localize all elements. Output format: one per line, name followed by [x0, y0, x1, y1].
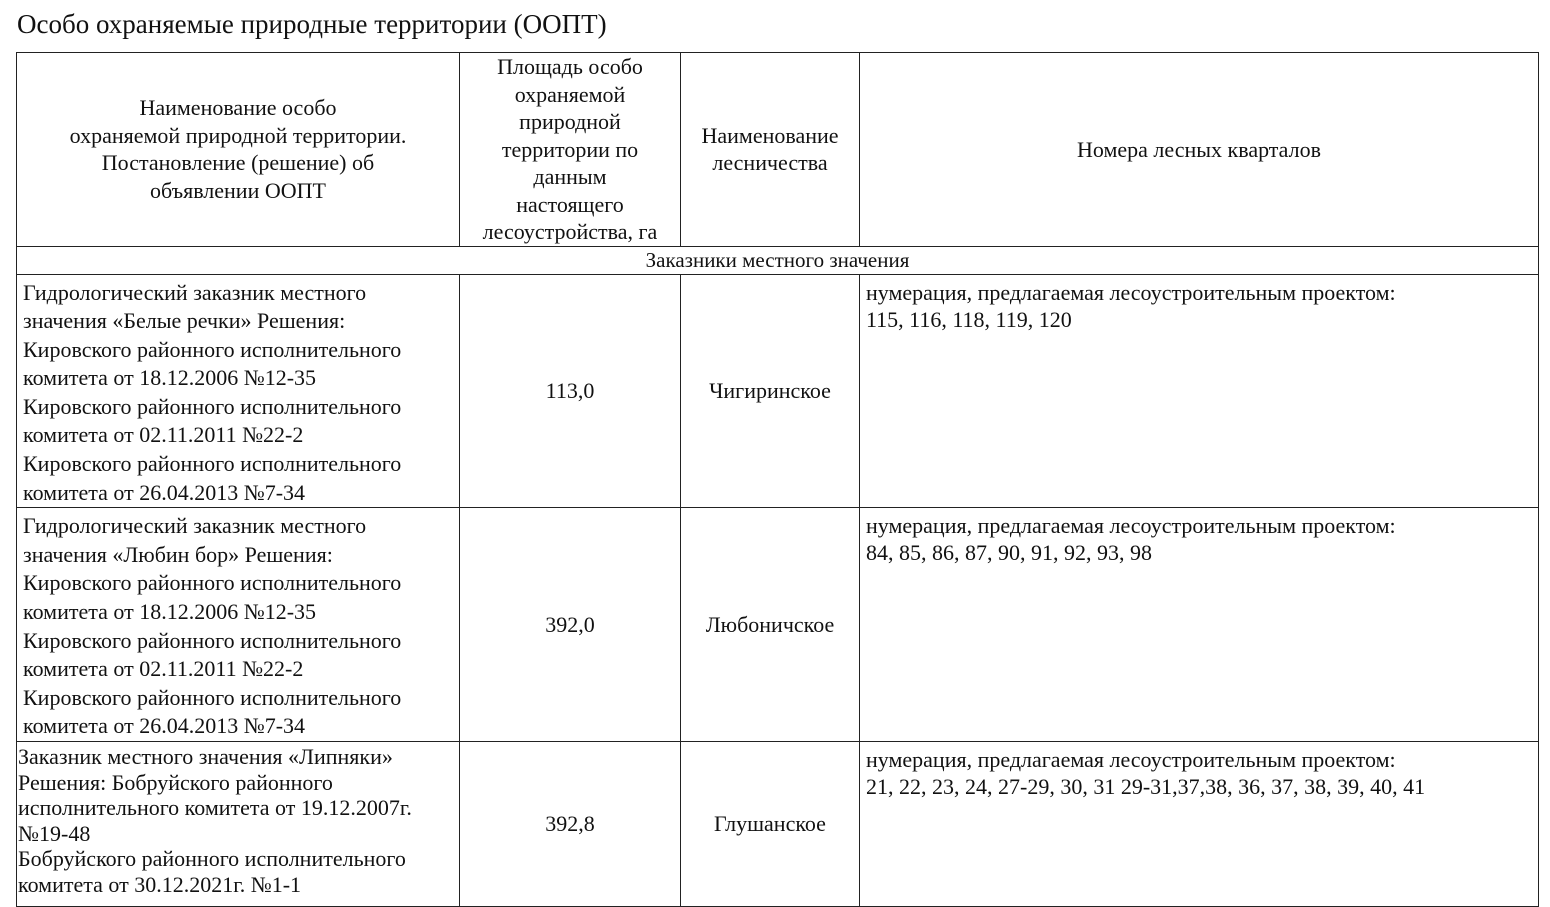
- document-title: Особо охраняемые природные территории (ООПТ): [17, 9, 607, 39]
- section-row: [17, 246, 1539, 274]
- row-name: Заказник местного значения «Липняки» Решения: Бобруйского районного исполнительного комитета от 19.12.2007г. №19-48 Бобруйского районного исполнительного комитета от 30.12.2021г. №1-1: [17, 742, 460, 907]
- table-row: [17, 274, 1539, 508]
- row-area: 392,8: [460, 742, 681, 907]
- section-title: Заказники местного значения: [17, 246, 1539, 274]
- row-blocks: нумерация, предлагаемая лесоустроительным проектом: 84, 85, 86, 87, 90, 91, 92, 93, 98: [860, 508, 1539, 742]
- row-blocks: нумерация, предлагаемая лесоустроительным проектом: 115, 116, 118, 119, 120: [860, 274, 1539, 508]
- header-area: Площадь особо охраняемой природной территории по данным настоящего лесоустройства, га: [460, 53, 681, 247]
- row-forestry: Глушанское: [681, 742, 860, 907]
- table-row: [17, 508, 1539, 742]
- row-blocks: нумерация, предлагаемая лесоустроительным проектом: 21, 22, 23, 24, 27-29, 30, 31 29-31,37,38, 36, 37, 38, 39, 40, 41: [860, 742, 1539, 907]
- row-forestry: Чигиринское: [681, 274, 860, 508]
- header-forestry: Наименование лесничества: [681, 53, 860, 247]
- row-name: Гидрологический заказник местного значения «Белые речки» Решения: Кировского районного исполнительного комитета от 18.12.2006 №12-35 Кировского районного исполнительного комитета от 02.11.2011 №22-2 Кировского районного исполнительного комитета от 26.04.2013 №7-34: [17, 274, 460, 508]
- table-row: [17, 742, 1539, 907]
- oopt-table: [16, 52, 1539, 907]
- header-blocks: Номера лесных кварталов: [860, 53, 1539, 247]
- row-area: 113,0: [460, 274, 681, 508]
- header-row: [17, 53, 1539, 247]
- row-forestry: Любоничское: [681, 508, 860, 742]
- header-name: Наименование особо охраняемой природной территории. Постановление (решение) об объявлении ООПТ: [17, 53, 460, 247]
- row-name: Гидрологический заказник местного значения «Любин бор» Решения: Кировского районного исполнительного комитета от 18.12.2006 №12-35 Кировского районного исполнительного комитета от 02.11.2011 №22-2 Кировского районного исполнительного комитета от 26.04.2013 №7-34: [17, 508, 460, 742]
- row-area: 392,0: [460, 508, 681, 742]
